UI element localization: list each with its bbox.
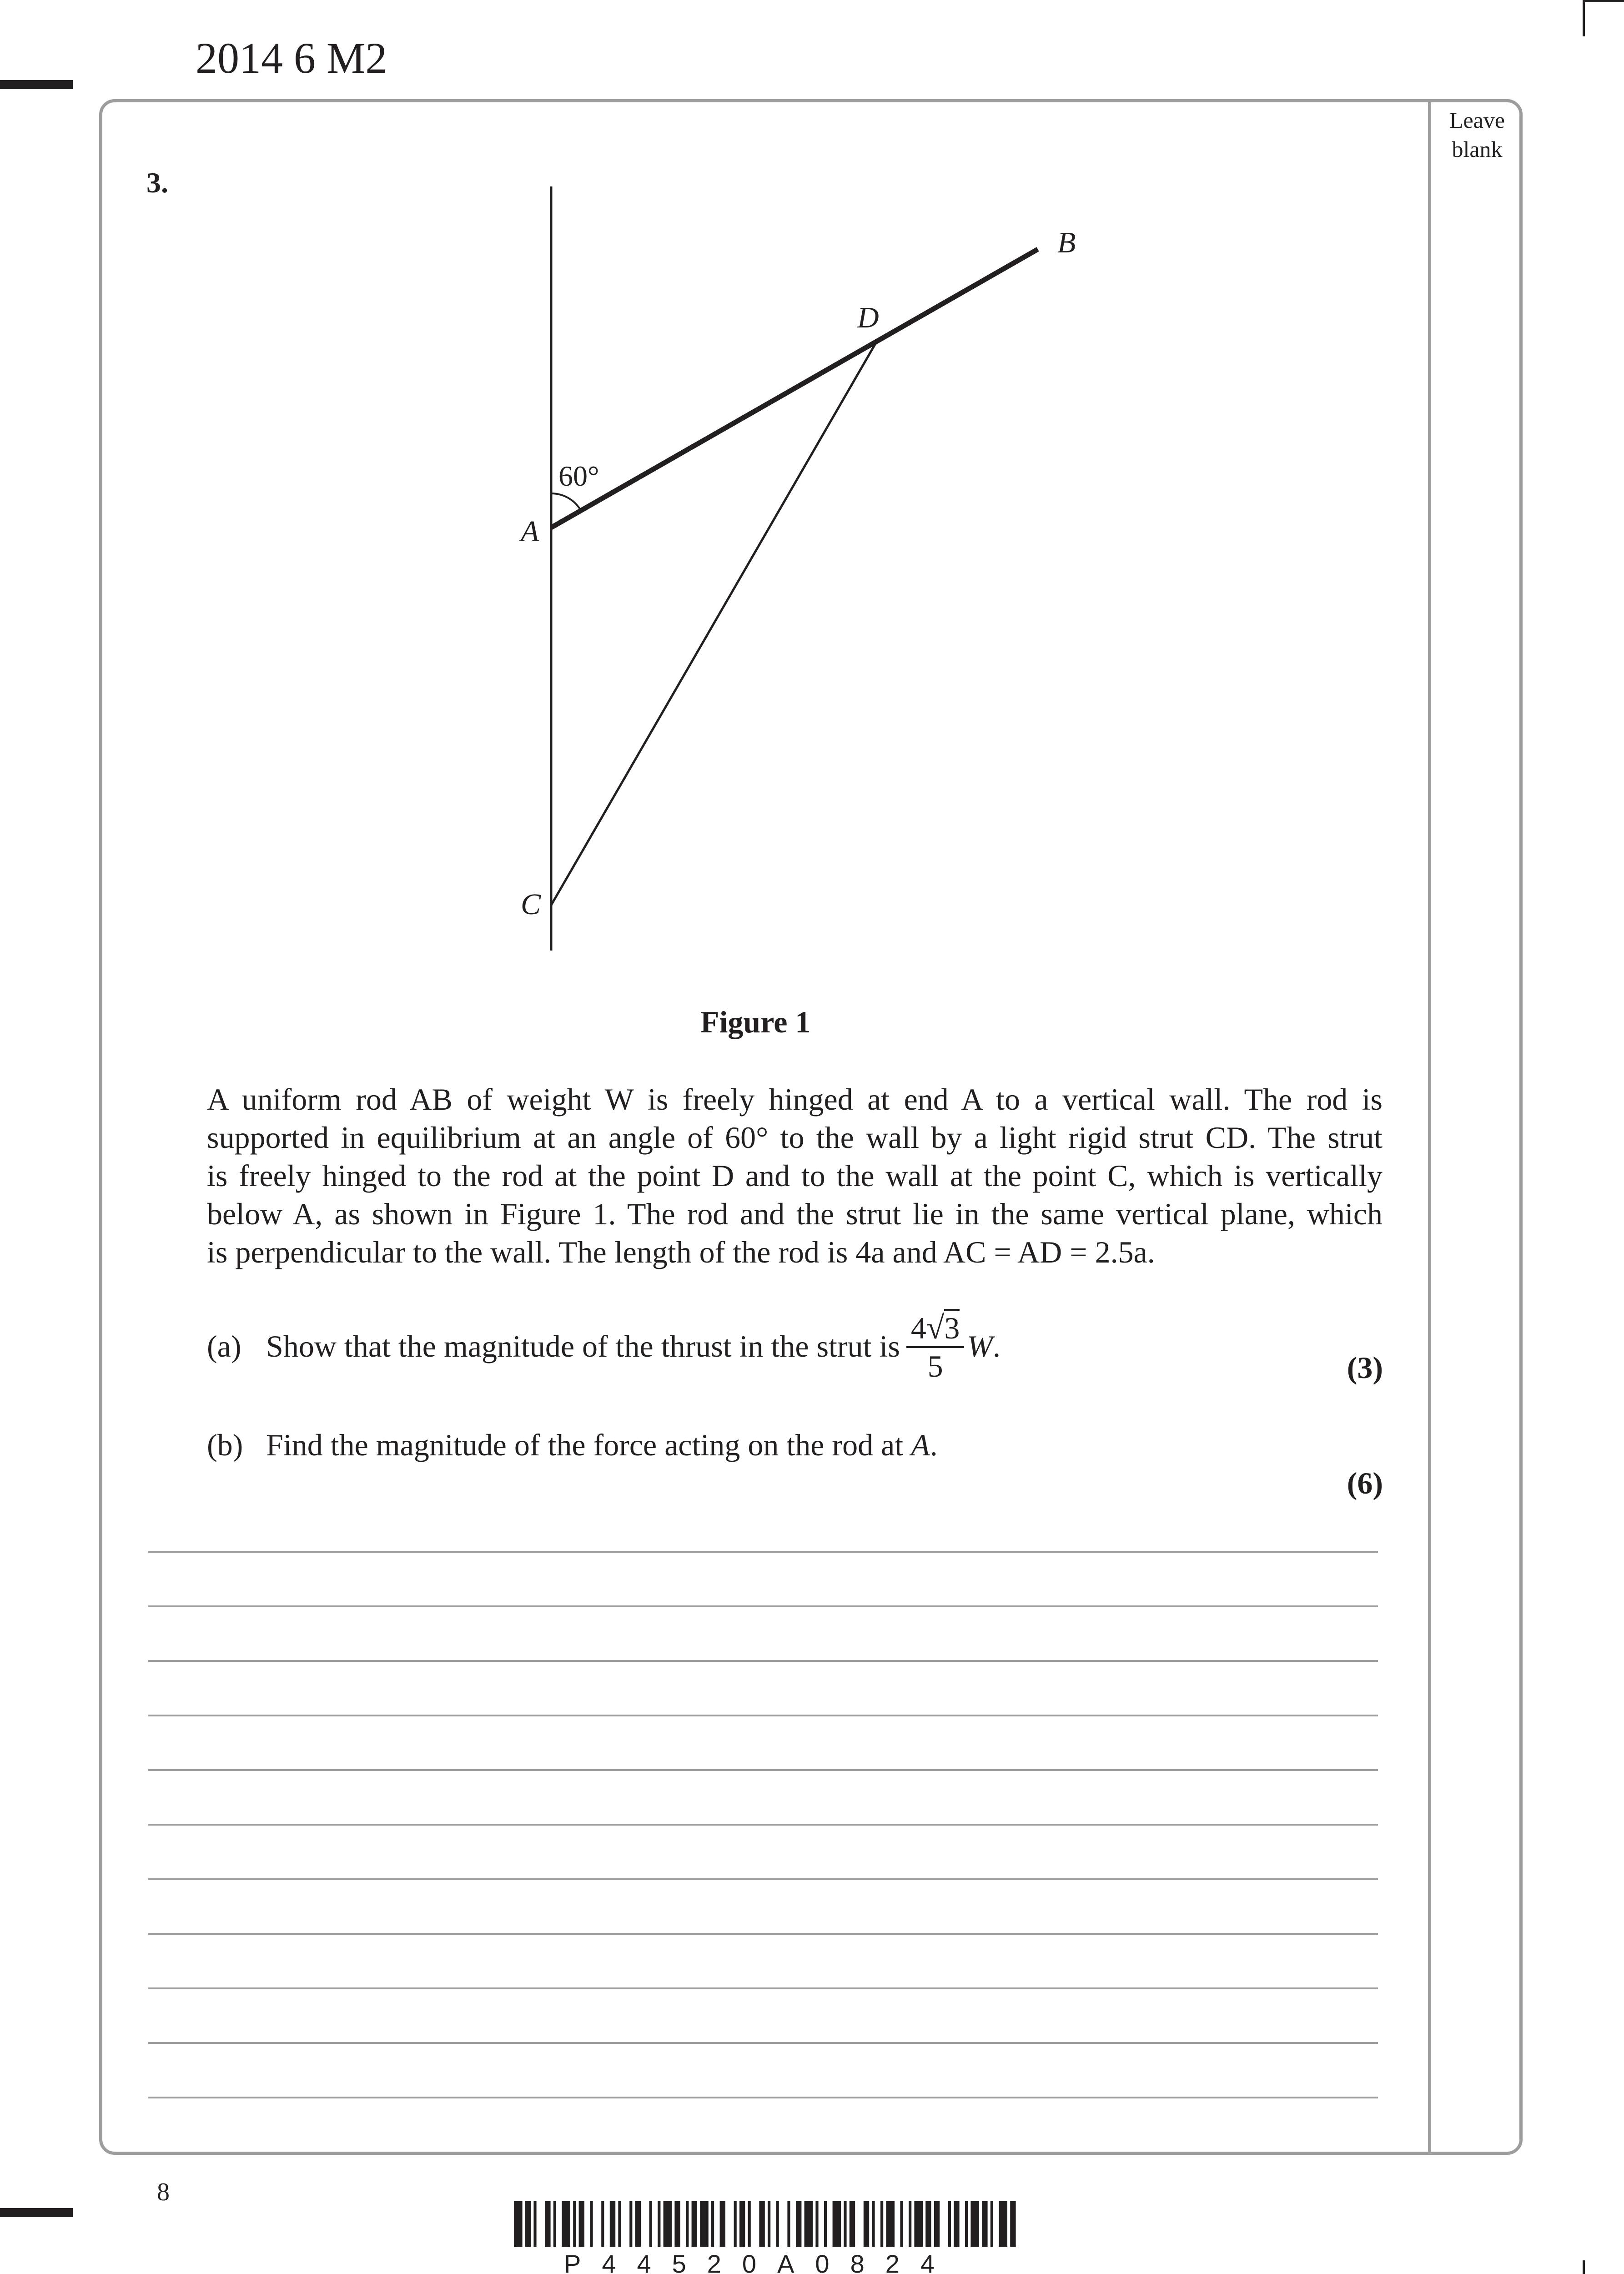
barcode — [514, 2201, 1110, 2247]
part-b-marks: (6) — [1347, 1466, 1383, 1500]
barcode-bar — [590, 2201, 593, 2247]
barcode-bar — [999, 2201, 1007, 2247]
barcode-bar — [635, 2201, 641, 2247]
label-angle: 60° — [558, 460, 599, 492]
barcode-bar — [759, 2201, 764, 2247]
barcode-bar — [1010, 2201, 1016, 2247]
barcode-bar — [925, 2201, 931, 2247]
barcode-bar — [610, 2201, 615, 2247]
barcode-bar — [934, 2201, 940, 2247]
weight-symbol: W — [967, 1329, 993, 1364]
page-number: 8 — [157, 2178, 170, 2206]
answer-line[interactable] — [148, 1769, 1378, 1771]
sqrt-argument: 3 — [944, 1309, 960, 1345]
barcode-bar — [525, 2201, 531, 2247]
barcode-bar — [787, 2201, 790, 2247]
barcode-bar — [692, 2201, 697, 2247]
part-a — [207, 1309, 1001, 1387]
label-c: C — [521, 888, 541, 921]
answer-line[interactable] — [148, 1605, 1378, 1607]
barcode-bar — [990, 2201, 993, 2247]
paper-header-title: 2014 6 M2 — [196, 34, 387, 82]
barcode-bar — [796, 2201, 801, 2247]
answer-area[interactable] — [148, 1551, 1378, 2151]
answer-line[interactable] — [148, 2042, 1378, 2044]
barcode-bar — [909, 2201, 911, 2247]
part-a-label: (a) — [207, 1329, 241, 1364]
numerator-coefficient: 4 — [910, 1311, 926, 1345]
barcode-bar — [970, 2201, 979, 2247]
barcode-bar — [844, 2201, 846, 2247]
part-a-text: Show that the magnitude of the thrust in the strut is — [266, 1329, 900, 1364]
label-d: D — [857, 301, 879, 334]
barcode-bar — [948, 2201, 951, 2247]
barcode-bar — [850, 2201, 855, 2247]
part-a-marks: (3) — [1347, 1350, 1383, 1385]
barcode-bar — [880, 2201, 883, 2247]
barcode-text: P44520A0824 — [564, 2249, 956, 2274]
part-b-text: Find the magnitude of the force acting on the rod at — [266, 1428, 904, 1462]
barcode-bar — [982, 2201, 987, 2247]
barcode-bar — [674, 2201, 680, 2247]
answer-line[interactable] — [148, 1551, 1378, 1553]
barcode-bar — [649, 2201, 652, 2247]
stem-line-1: A uniform rod AB of weight W is freely hinged at end A to a vertical wall. The rod is — [207, 1082, 1383, 1117]
barcode-bar — [864, 2201, 869, 2247]
strut-cd — [551, 340, 878, 905]
barcode-bar — [734, 2201, 737, 2247]
barcode-bar — [914, 2201, 923, 2247]
crop-mark-bottom-left — [0, 2208, 73, 2217]
answer-line[interactable] — [148, 2097, 1378, 2098]
fraction-denominator: 5 — [927, 1349, 943, 1384]
thrust-fraction — [906, 1309, 965, 1384]
barcode-bar — [664, 2201, 672, 2247]
figure-caption: Figure 1 — [700, 1005, 811, 1039]
barcode-bar — [618, 2201, 621, 2247]
stem-line-3: is freely hinged to the rod at the point D and to the wall at the point C, which is vertically — [207, 1158, 1383, 1193]
stem-line-4: below A, as shown in Figure 1. The rod and the strut lie in the same vertical plane, which — [207, 1197, 1383, 1231]
part-b — [207, 1426, 938, 1464]
answer-line[interactable] — [148, 1715, 1378, 1716]
part-b-end: . — [930, 1428, 938, 1462]
barcode-bar — [776, 2201, 779, 2247]
barcode-bar — [804, 2201, 813, 2247]
label-b: B — [1057, 226, 1076, 259]
stem-line-5: is perpendicular to the wall. The length of the rod is 4a and AC = AD = 2.5a. — [207, 1235, 1155, 1269]
barcode-bar — [833, 2201, 841, 2247]
angle-arc-60 — [551, 493, 581, 510]
barcode-bar — [886, 2201, 895, 2247]
barcode-bar — [601, 2201, 604, 2247]
label-a: A — [521, 515, 539, 548]
part-b-point: A — [911, 1428, 930, 1462]
fraction-numerator — [906, 1309, 965, 1348]
barcode-bar — [815, 2201, 818, 2247]
stem-line-2: supported in equilibrium at an angle of 60° to the wall by a light rigid strut CD. The strut — [207, 1120, 1383, 1155]
barcode-bar — [658, 2201, 660, 2247]
barcode-bar — [739, 2201, 745, 2247]
barcode-bar — [748, 2201, 751, 2247]
answer-line[interactable] — [148, 1660, 1378, 1662]
barcode-bar — [900, 2201, 903, 2247]
leave-blank-line2: blank — [1452, 136, 1503, 162]
answer-line[interactable] — [148, 1987, 1378, 1989]
barcode-bar — [629, 2201, 632, 2247]
answer-line[interactable] — [148, 1933, 1378, 1935]
barcode-bar — [579, 2201, 584, 2247]
barcode-bar — [720, 2201, 725, 2247]
leave-blank-line1: Leave — [1449, 107, 1505, 133]
answer-line[interactable] — [148, 1824, 1378, 1826]
barcode-bar — [954, 2201, 959, 2247]
barcode-bar — [562, 2201, 570, 2247]
barcode-bar — [768, 2201, 770, 2247]
barcode-bar — [686, 2201, 689, 2247]
figure-1-diagram — [0, 0, 1624, 1001]
barcode-bar — [711, 2201, 714, 2247]
part-b-label: (b) — [207, 1428, 243, 1462]
answer-line[interactable] — [148, 1878, 1378, 1880]
barcode-bar — [553, 2201, 556, 2247]
crop-mark-bottom-right-v — [1583, 2260, 1585, 2274]
part-a-end: . — [993, 1329, 1001, 1364]
barcode-bar — [545, 2201, 550, 2247]
barcode-bar — [573, 2201, 576, 2247]
barcode-bar — [872, 2201, 875, 2247]
barcode-bar — [965, 2201, 968, 2247]
barcode-bar — [700, 2201, 709, 2247]
question-stem — [207, 1080, 1383, 1271]
barcode-bar — [533, 2201, 536, 2247]
barcode-bar — [514, 2201, 523, 2247]
question-number: 3. — [146, 166, 168, 199]
sqrt-symbol: √ — [926, 1309, 945, 1346]
barcode-bar — [824, 2201, 827, 2247]
